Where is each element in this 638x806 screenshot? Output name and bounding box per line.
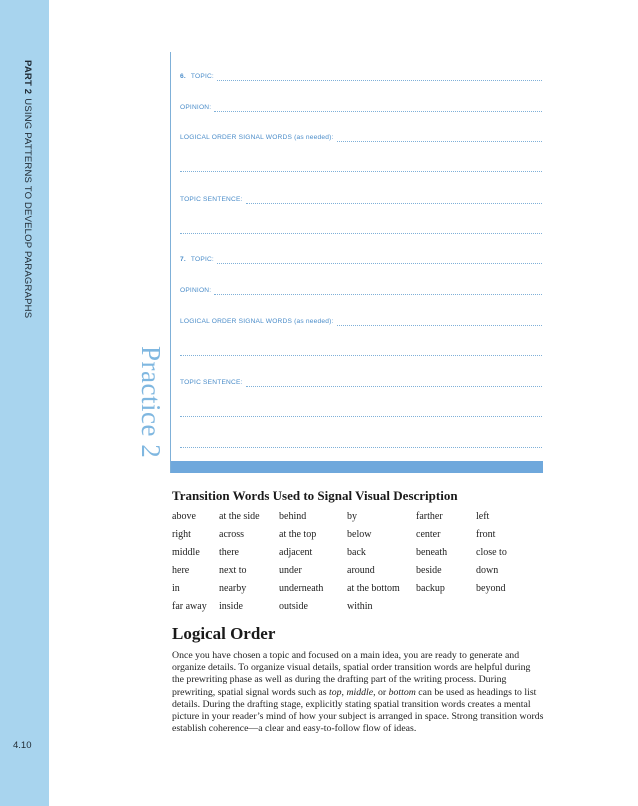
table-row: [172, 543, 536, 561]
continuation-answer-line[interactable]: [180, 227, 542, 234]
item-6-number: 6.: [180, 73, 186, 80]
continuation-answer-line[interactable]: [180, 441, 542, 448]
item-7-signal-label: LOGICAL ORDER SIGNAL WORDS (as needed):: [180, 318, 334, 325]
table-cell: beside: [416, 564, 442, 576]
item-6-signal-continuation[interactable]: [180, 161, 542, 172]
table-cell: down: [476, 564, 499, 576]
signal-answer-line[interactable]: [337, 135, 542, 142]
table-cell: inside: [219, 600, 243, 612]
table-cell: beyond: [476, 582, 506, 594]
table-cell: behind: [279, 510, 307, 522]
transition-words-table: [172, 507, 536, 615]
table-cell: under: [279, 564, 302, 576]
item-7-topic-field[interactable]: [180, 253, 542, 264]
table-cell: front: [476, 528, 496, 540]
item-6-opinion-field[interactable]: [180, 101, 542, 112]
practice-footer-bar: [171, 461, 543, 473]
table-cell: outside: [279, 600, 308, 612]
table-cell: by: [347, 510, 357, 522]
table-cell: at the side: [219, 510, 260, 522]
table-cell: [416, 597, 476, 615]
item-7-number: 7.: [180, 256, 186, 263]
topic-sentence-answer-line[interactable]: [246, 380, 542, 387]
table-cell: farther: [416, 510, 443, 522]
table-cell: next to: [219, 564, 247, 576]
continuation-answer-line[interactable]: [180, 349, 542, 356]
table-cell: left: [476, 510, 490, 522]
item-6-topic-field[interactable]: [180, 70, 542, 81]
table-cell: center: [416, 528, 441, 540]
item-6-topic-label: TOPIC:: [190, 73, 214, 80]
table-cell: around: [347, 564, 375, 576]
topic-sentence-answer-line[interactable]: [246, 197, 542, 204]
table-row: [172, 561, 536, 579]
item-7-opinion-label: OPINION:: [180, 287, 212, 294]
continuation-answer-line[interactable]: [180, 410, 542, 417]
signal-answer-line[interactable]: [337, 319, 542, 326]
table-cell: below: [347, 528, 372, 540]
opinion-answer-line[interactable]: [214, 288, 542, 295]
table-cell: across: [219, 528, 244, 540]
item-7-topic-sentence-continuation-2[interactable]: [180, 437, 542, 448]
item-6-signal-label: LOGICAL ORDER SIGNAL WORDS (as needed):: [180, 134, 334, 141]
part-title: USING PATTERNS TO DEVELOP PARAGRAPHS: [22, 98, 33, 319]
table-cell: [476, 597, 536, 615]
table-row: [172, 507, 536, 525]
table-row: [172, 525, 536, 543]
topic-answer-line[interactable]: [217, 74, 542, 81]
table-row: [172, 597, 536, 615]
item-6-topic-sentence-field[interactable]: [180, 193, 542, 204]
table-cell: nearby: [219, 582, 247, 594]
item-7-opinion-field[interactable]: [180, 284, 542, 295]
item-7-topic-sentence-field[interactable]: [180, 376, 542, 387]
table-cell: underneath: [279, 582, 324, 594]
continuation-answer-line[interactable]: [180, 165, 542, 172]
topic-answer-line[interactable]: [217, 257, 542, 264]
table-cell: in: [172, 582, 180, 594]
table-cell: at the top: [279, 528, 317, 540]
table-cell: within: [347, 600, 373, 612]
page-number: 4.10: [13, 740, 32, 751]
item-6-topic-sentence-label: TOPIC SENTENCE:: [180, 196, 243, 203]
item-7-signal-continuation[interactable]: [180, 345, 542, 356]
table-cell: adjacent: [279, 546, 313, 558]
table-cell: right: [172, 528, 191, 540]
part-label: PART 2: [22, 60, 33, 95]
running-header: [22, 60, 33, 318]
item-6-signal-field[interactable]: [180, 131, 542, 142]
practice-label: Practice 2: [136, 346, 166, 459]
transition-words-heading: Transition Words Used to Signal Visual Description: [172, 488, 458, 503]
item-7-signal-field[interactable]: [180, 315, 542, 326]
item-7-topic-sentence-continuation[interactable]: [180, 406, 542, 417]
logical-order-heading: Logical Order: [172, 624, 276, 643]
table-cell: close to: [476, 546, 507, 558]
table-cell: middle: [172, 546, 200, 558]
table-cell: backup: [416, 582, 445, 594]
item-7-topic-sentence-label: TOPIC SENTENCE:: [180, 379, 243, 386]
opinion-answer-line[interactable]: [214, 105, 542, 112]
table-cell: beneath: [416, 546, 448, 558]
table-cell: there: [219, 546, 239, 558]
table-cell: here: [172, 564, 190, 576]
logical-order-paragraph: Once you have chosen a topic and focused on a main idea, you are ready to generate and organize details. To organize visual details, spatial order transition words are helpful during the prewriting phase as well as during the drafting part of the writing process. During prewriting, spatial signal words such as top, middle, or bottom can be used as headings to list details. During the drafting stage, explicitly stating spatial transition words creates a mental picture in your reader’s mind of how your subject is arranged in space. Strong transition words establish coherence—a clear and easy-to-follow flow of ideas.: [172, 650, 544, 735]
table-row: [172, 579, 536, 597]
item-6-opinion-label: OPINION:: [180, 104, 212, 111]
table-cell: above: [172, 510, 196, 522]
table-cell: at the bottom: [347, 582, 400, 594]
item-7-topic-label: TOPIC:: [190, 256, 214, 263]
table-cell: back: [347, 546, 366, 558]
item-6-topic-sentence-continuation[interactable]: [180, 223, 542, 234]
table-cell: far away: [172, 600, 207, 612]
